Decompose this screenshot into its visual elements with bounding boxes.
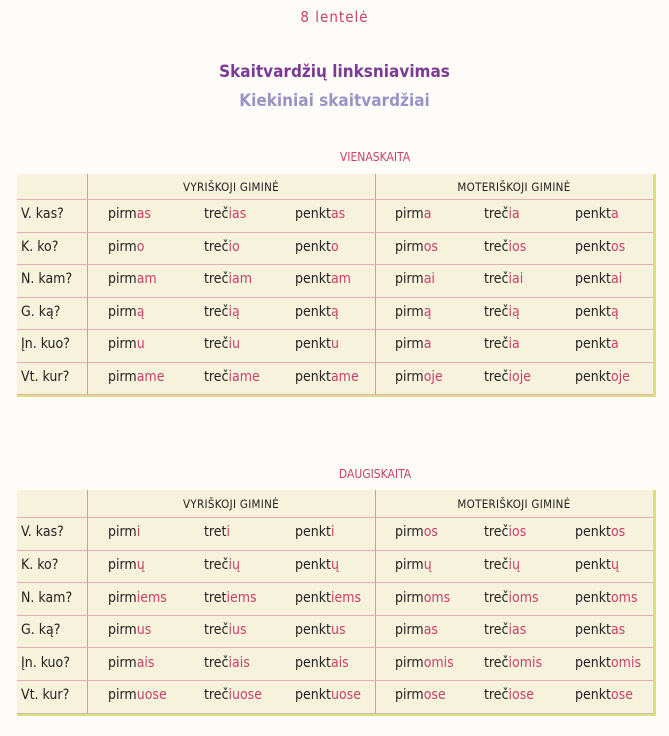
ending: ias [228,206,247,223]
ending: as [423,622,438,639]
table-number: 8 lentelė [300,8,369,26]
form-cell [295,206,345,222]
ending: u [330,336,339,353]
ending: ą [136,303,145,320]
grid-hline [17,329,653,330]
page-title: Skaitvardžių linksniavimas [219,62,450,82]
stem: penkt [295,336,331,353]
form-cell [484,336,520,352]
stem: pirm [395,336,424,353]
form-cell [395,655,454,671]
ending: a [423,206,432,223]
grid-hline [17,232,653,233]
stem: pirm [108,654,137,671]
stem: treč [204,336,229,353]
stem: penkt [295,556,331,573]
stem: treč [484,524,509,541]
stem: pirm [108,303,137,320]
ending: iose [508,687,535,704]
form-cell [108,239,144,255]
stem: treč [484,589,509,606]
stem: penkt [575,622,611,639]
fem-header: MOTERIŠKOJI GIMINĖ [457,496,571,511]
ending: oje [610,368,630,385]
stem: pirm [395,589,424,606]
stem: penkt [575,687,611,704]
ending: uose [330,687,361,704]
ending: i [330,524,335,541]
ending: iam [228,271,252,288]
form-cell [295,524,334,540]
ending: oje [423,368,443,385]
stem: treč [484,336,509,353]
form-cell [395,557,432,573]
form-cell [575,369,630,385]
stem: pirm [395,654,424,671]
form-cell [575,304,619,320]
ending: iems [330,589,362,606]
form-cell [295,655,349,671]
case-label: Įn. kuo? [21,654,70,671]
grid-hline [17,394,653,395]
stem: penkt [295,206,331,223]
form-cell [295,622,346,638]
ending: am [330,271,351,288]
form-cell [204,622,247,638]
ending: uose [136,687,167,704]
form-cell [575,655,641,671]
grid-hline [17,517,653,518]
form-cell [204,557,240,573]
ending: ių [508,556,520,573]
ending: as [136,206,151,223]
form-cell [395,336,431,352]
grid-hline [17,647,653,648]
form-cell [575,687,633,703]
form-cell [395,687,446,703]
ending: iais [228,654,250,671]
stem: treč [484,368,509,385]
stem: pirm [108,336,137,353]
ending: ais [330,654,349,671]
form-cell [575,271,622,287]
masc-header: VYRIŠKOJI GIMINĖ [183,496,279,511]
form-cell [575,524,625,540]
grid-hline [17,199,653,200]
form-cell [295,590,361,606]
ending: ią [508,303,520,320]
form-cell [295,687,361,703]
ending: u [136,336,145,353]
form-cell [395,369,443,385]
ending: ios [508,524,527,541]
stem: penkt [295,622,331,639]
stem: treč [484,622,509,639]
ending: ą [330,303,339,320]
form-cell [575,590,638,606]
stem: penkt [575,654,611,671]
ending: os [423,524,438,541]
stem: penkt [575,238,611,255]
ending: ą [423,303,432,320]
ending: os [423,238,438,255]
form-cell [295,239,339,255]
stem: treč [484,303,509,320]
ending: io [228,238,240,255]
form-cell [108,622,151,638]
stem: treč [484,206,509,223]
ending: ai [423,271,435,288]
ending: ių [228,556,240,573]
form-cell [395,206,431,222]
form-cell [204,239,240,255]
case-label: K. ko? [21,238,59,255]
stem: treč [204,368,229,385]
stem: treč [484,238,509,255]
case-label: N. kam? [21,589,73,606]
ending: iems [136,589,167,606]
stem: penkt [295,654,331,671]
stem: pirm [395,687,424,704]
form-cell [204,271,252,287]
ending: os [610,524,626,541]
grid-hline [17,582,653,583]
stem: treč [204,238,229,255]
form-cell [108,271,157,287]
stem: pirm [108,524,137,541]
ending: omis [610,654,642,671]
form-cell [295,557,339,573]
form-cell [108,590,167,606]
stem: pirm [108,687,137,704]
form-cell [575,557,619,573]
stem: pirm [108,622,137,639]
ending: i [136,524,141,541]
ending: us [136,622,152,639]
stem: pirm [108,271,137,288]
form-cell [484,655,542,671]
grid-hline [17,615,653,616]
stem: pirm [395,271,424,288]
form-cell [108,206,151,222]
ending: iu [228,336,240,353]
form-cell [295,304,339,320]
form-cell [204,369,260,385]
stem: pirm [108,368,137,385]
form-cell [484,687,534,703]
ending: ame [330,368,359,385]
stem: penkt [295,524,331,541]
ending: iame [228,368,260,385]
table-panel-0 [17,174,653,394]
stem: treč [204,622,229,639]
section-label-0: VIENASKAITA [339,150,411,164]
form-cell [395,524,438,540]
form-cell [108,369,164,385]
ending: ia [508,336,520,353]
grid-hline [17,680,653,681]
ending: o [330,238,339,255]
case-label: G. ką? [21,622,61,639]
stem: treč [204,556,229,573]
stem: penkt [575,524,611,541]
stem: pirm [395,556,424,573]
stem: penkt [575,556,611,573]
form-cell [204,655,250,671]
form-cell [484,524,526,540]
stem: penkt [295,368,331,385]
stem: pirm [395,622,424,639]
stem: penkt [575,271,611,288]
stem: tret [204,589,227,606]
form-cell [204,304,240,320]
form-cell [204,687,262,703]
ending: ame [136,368,165,385]
stem: treč [204,206,229,223]
stem: pirm [108,238,137,255]
case-label: Įn. kuo? [21,336,70,353]
masc-header: VYRIŠKOJI GIMINĖ [183,179,279,194]
ending: ų [610,556,619,573]
ending: ai [610,271,623,288]
ending: iai [508,271,524,288]
fem-header: MOTERIŠKOJI GIMINĖ [457,179,571,194]
form-cell [108,524,140,540]
form-cell [204,206,246,222]
ending: iuose [228,687,262,704]
grid-hline [17,297,653,298]
ending: oms [610,589,638,606]
stem: pirm [395,206,424,223]
ending: ose [610,687,633,704]
form-cell [295,271,351,287]
ending: iems [226,589,257,606]
ending: a [423,336,432,353]
stem: penkt [295,589,331,606]
panel-edge-right [653,490,656,716]
case-label: Vt. kur? [21,368,70,385]
form-cell [484,557,520,573]
form-cell [295,369,359,385]
form-cell [108,304,144,320]
form-cell [395,590,450,606]
form-cell [395,271,435,287]
stem: pirm [108,589,137,606]
ending: ais [136,654,155,671]
table-panel-1 [17,490,653,713]
panel-edge-right [653,174,656,397]
ending: ia [508,206,520,223]
grid-hline [17,550,653,551]
ending: ioms [508,589,539,606]
form-cell [575,239,625,255]
ending: as [330,206,346,223]
form-cell [395,622,438,638]
stem: pirm [108,206,137,223]
stem: treč [204,303,229,320]
stem: pirm [395,238,424,255]
stem: tret [204,524,227,541]
stem: treč [204,271,229,288]
form-cell [484,622,526,638]
ending: as [610,622,626,639]
form-cell [108,336,145,352]
stem: penkt [575,206,611,223]
ending: iomis [508,654,543,671]
ending: ų [136,556,145,573]
ending: a [610,336,619,353]
form-cell [204,524,230,540]
form-cell [575,336,619,352]
stem: pirm [108,556,137,573]
ending: ų [330,556,339,573]
stem: penkt [575,368,611,385]
page-subtitle: Kiekiniai skaitvardžiai [239,91,430,111]
ending: us [330,622,346,639]
ending: ioje [508,368,531,385]
ending: a [610,206,619,223]
grid-hline [17,264,653,265]
form-cell [395,304,431,320]
stem: penkt [295,271,331,288]
form-cell [204,336,240,352]
stem: penkt [575,303,611,320]
form-cell [204,590,257,606]
case-label: V. kas? [21,206,64,223]
section-label-1: DAUGISKAITA [338,467,412,481]
form-cell [108,687,167,703]
form-cell [484,271,523,287]
form-cell [395,239,438,255]
form-cell [575,622,625,638]
grid-hline [17,362,653,363]
form-cell [484,206,520,222]
ending: ose [423,687,446,704]
ending: o [136,238,145,255]
ending: omis [423,654,454,671]
ending: am [136,271,157,288]
stem: treč [484,271,509,288]
case-label: V. kas? [21,524,64,541]
grid-hline [17,713,653,714]
ending: oms [423,589,451,606]
case-label: K. ko? [21,556,59,573]
form-cell [484,239,526,255]
case-label: N. kam? [21,271,73,288]
stem: penkt [295,238,331,255]
case-label: Vt. kur? [21,687,70,704]
stem: penkt [295,303,331,320]
ending: ią [228,303,240,320]
stem: treč [204,687,229,704]
form-cell [575,206,619,222]
stem: penkt [575,336,611,353]
ending: ius [228,622,247,639]
stem: pirm [395,524,424,541]
stem: penkt [575,589,611,606]
stem: treč [484,687,509,704]
ending: ios [508,238,527,255]
case-label: G. ką? [21,303,61,320]
stem: pirm [395,303,424,320]
ending: ą [610,303,619,320]
stem: treč [484,654,509,671]
stem: pirm [395,368,424,385]
form-cell [484,369,531,385]
stem: treč [484,556,509,573]
form-cell [108,557,145,573]
form-cell [484,590,539,606]
ending: ias [508,622,527,639]
ending: i [226,524,230,541]
ending: os [610,238,626,255]
form-cell [295,336,339,352]
ending: ų [423,556,432,573]
form-cell [108,655,154,671]
stem: treč [204,654,229,671]
form-cell [484,304,520,320]
stem: penkt [295,687,331,704]
